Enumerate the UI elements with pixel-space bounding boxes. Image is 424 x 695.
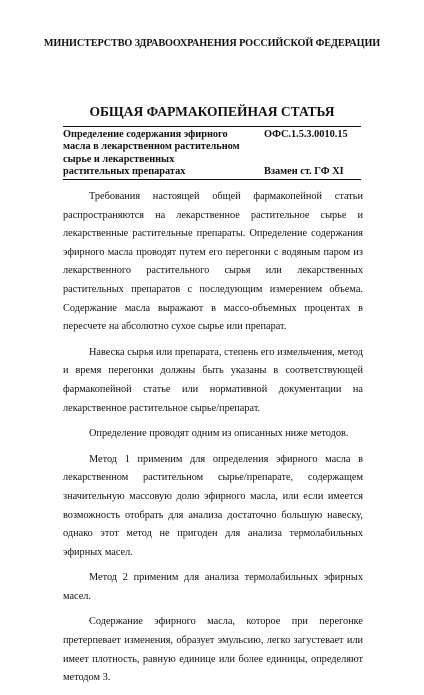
paragraph: Навеска сырья или препарата, степень его измельчения, метод и время перегонки должны быть указаны в соответствующей фармакопейной статье или нормативной документации на лекарственное растительное сырье/препарат. — [63, 346, 363, 414]
paragraph: Содержание эфирного масла, которое при перегонке претерпевает изменения, образует эмульсию, легко загустевает или имеет плотность, равную единице или более единицы, определяют методом 3. — [63, 616, 363, 684]
paragraph: Метод 1 применим для определения эфирного масла в лекарственном растительном сырье/препарате, содержащем значительную массовую долю эфирного масла, или если имеется возможность отобрать для анализа достаточно большую навеску, однако этот метод не пригоден для анализа термолабильных эфирных масел. — [63, 453, 363, 558]
replaces-note: Взамен ст. ГФ XI — [264, 166, 344, 177]
paragraph: Метод 2 применим для анализа термолабильных эфирных масел. — [63, 572, 363, 602]
top-divider — [63, 126, 361, 127]
paragraph: Требования настоящей общей фармакопейной статьи распространяются на лекарственное растительное сырье и лекарственные растительные препараты. Определение содержания эфирного масла проводят путем его перегонки с водяным паром из лекарственного растительного сырья или лекарственных растительных препаратов с последующим измерением объема. Содержание масла выражают в массо-объемных процентах в пересчете на абсолютно сухое сырье или препарат. — [63, 191, 363, 333]
monograph-code: ОФС.1.5.3.0010.15 — [264, 129, 348, 140]
ministry-header: МИНИСТЕРСТВО ЗДРАВООХРАНЕНИЯ РОССИЙСКОЙ ФЕДЕРАЦИИ — [43, 38, 381, 49]
bottom-divider — [63, 179, 361, 180]
document-body — [63, 188, 363, 695]
paragraph: Определение проводят одним из описанных ниже методов. — [89, 428, 349, 440]
document-title: ОБЩАЯ ФАРМАКОПЕЙНАЯ СТАТЬЯ — [89, 104, 335, 119]
monograph-subject: Определение содержания эфирного масла в лекарственном растительном сырье и лекарственных растительных препаратах — [63, 129, 240, 177]
